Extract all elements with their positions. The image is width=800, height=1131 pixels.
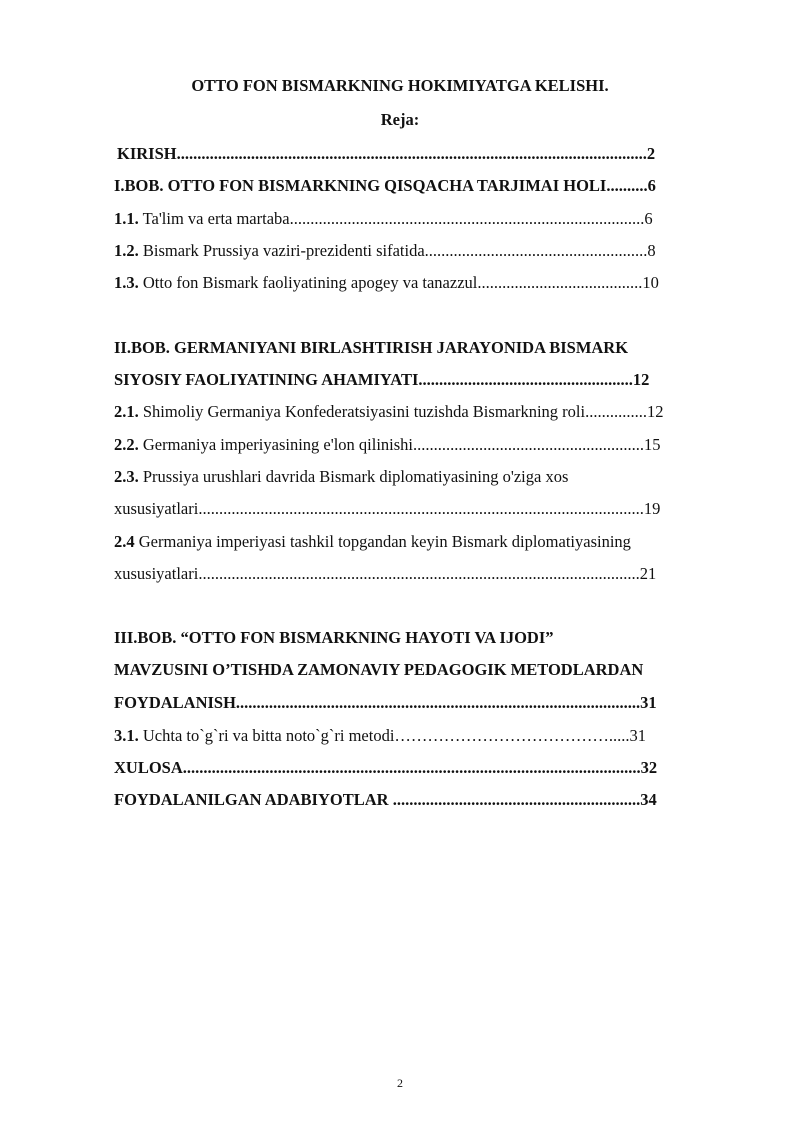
section-number: 2.2. [114,435,139,454]
toc-entry-3-1 [114,725,740,747]
toc-entry-1-3 [114,272,740,294]
toc-entry-chapter-3-line-2: MAVZUSINI O’TISHDA ZAMONAVIY PEDAGOGIK METODLARDAN [114,660,644,679]
toc-entry-chapter-2-line-2: SIYOSIY FAOLIYATINING AHAMIYATI....................................................12 [114,370,650,389]
toc-entry-1-1 [114,208,740,230]
section-number: 1.1. [114,209,139,228]
toc-entry-chapter-3-line-3: FOYDALANISH..................................................................................................31 [114,693,657,712]
section-number: 1.3. [114,273,139,292]
plan-heading: Reja: [380,110,420,129]
section-number: 2.4 [114,532,135,551]
section-title: Germaniya imperiyasi tashkil topgandan keyin Bismark diplomatiyasining [134,532,631,551]
toc-entry-chapter-3-line-1: III.BOB. “OTTO FON BISMARKNING HAYOTI VA IJODI” [114,628,554,647]
toc-entry-kirish: KIRISH..................................................................................................................2 [117,144,656,163]
section-title: Ta'lim va erta martaba......................................................................................6 [138,209,653,228]
page-number: 2 [397,1076,403,1090]
toc-entry-xulosa: XULOSA...............................................................................................................32 [114,758,658,777]
toc-entry-2-3-line-1 [114,466,740,488]
toc-entry-2-2 [114,434,740,456]
section-title: Germaniya imperiyasining e'lon qilinishi........................................................15 [138,435,661,454]
toc-entry-2-3-line-2: xususiyatlari............................................................................................................19 [114,499,661,518]
toc-entry-2-4-line-1 [114,531,740,553]
section-title: Prussiya urushlari davrida Bismark diplomatiyasining o'ziga xos [138,467,569,486]
section-number: 2.3. [114,467,139,486]
toc-entry-2-4-line-2: xususiyatlari...........................................................................................................21 [114,564,657,583]
toc-entry-2-1 [114,401,740,423]
section-number: 2.1. [114,402,139,421]
document-title: OTTO FON BISMARKNING HOKIMIYATGA KELISHI. [191,76,609,95]
toc-entry-chapter-2-line-1: II.BOB. GERMANIYANI BIRLASHTIRISH JARAYONIDA BISMARK [114,338,629,357]
toc-entry-chapter-1: I.BOB. OTTO FON BISMARKNING QISQACHA TARJIMAI HOLI..........6 [114,176,656,195]
section-number: 1.2. [114,241,139,260]
toc-entry-1-2 [114,240,740,262]
section-title: Shimoliy Germaniya Konfederatsiyasini tuzishda Bismarkning roli...............12 [138,402,664,421]
toc-entry-references: FOYDALANILGAN ADABIYOTLAR ............................................................34 [114,790,657,809]
section-title: Uchta to`g`ri va bitta noto`g`ri metodi………………………………….....31 [138,726,647,745]
section-title: Bismark Prussiya vaziri-prezidenti sifatida......................................................8 [138,241,656,260]
section-title: Otto fon Bismark faoliyatining apogey va tanazzul........................................10 [138,273,659,292]
section-number: 3.1. [114,726,139,745]
